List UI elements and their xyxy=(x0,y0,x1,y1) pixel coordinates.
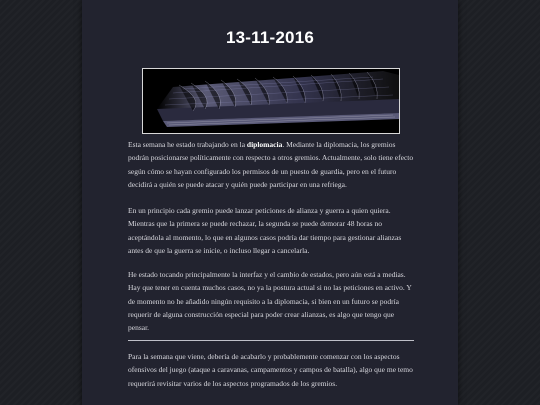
paragraph-diplomacy xyxy=(128,138,414,191)
post-image xyxy=(142,68,400,134)
paragraph-interface: He estado tocando principalmente la interfaz y el cambio de estados, pero aún está a medias. Hay que tener en cuenta muchos casos, no ya la postura actual si no las peticiones en activo. Y de momento no he añadido ningún requisito a la diplomacia, si bien en un futuro se podría requerir de alguna construcción especial para poder crear alianzas, es algo que tengo que pensar. xyxy=(128,270,412,333)
book-texture-image xyxy=(143,69,399,133)
section-divider xyxy=(128,340,414,341)
keyword-diplomacia: diplomacia xyxy=(246,140,283,149)
post-column xyxy=(82,0,458,405)
paragraph-alliances: En un principio cada gremio puede lanzar peticiones de alianza y guerra a quien quiera. Mientras que la primera se puede rechazar, la segunda se puede demorar 48 horas no aceptándola al momento, lo que en algunos casos podría dar tiempo para gestionar alianzas antes de que la guerra se inicie, o incluso llegar a cancelarla. xyxy=(128,206,402,255)
paragraph-next-week: Para la semana que viene, debería de acabarlo y probablemente comenzar con los aspectos ofensivos del juego (ataque a caravanas, campamentos y campos de batalla), algo que me temo requerirá revisitar varios de los aspectos programados de los gremios. xyxy=(128,352,413,388)
paragraph-1-end: . Mediante la diplomacia, los gremios podrán posicionarse políticamente con respecto a otros gremios. Actualmente, solo tiene efecto según cómo se hayan configurado los permisos de un puesto de guardia, pero en el futuro decidirá a quién se puede atacar y quién puede participar en una refriega. xyxy=(128,140,414,189)
post-title: 13-11-2016 xyxy=(225,28,315,47)
paragraph-1-start: Esta semana he estado trabajando en la xyxy=(128,140,247,149)
